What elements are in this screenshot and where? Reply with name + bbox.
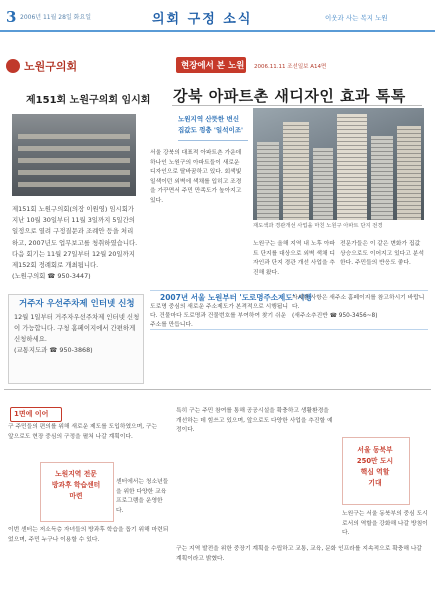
bottom-column-1: 구 주민들의 편의를 위해 새로운 제도를 도입하였으며, 구는 앞으로도 현장 중심의 구정을 펼쳐 나갈 계획이다. — [8, 424, 159, 440]
article-subhead: 노원지역 산뜻한 변신 집값도 껑충 '일석이조' — [178, 115, 244, 134]
parking-notice-body: 12월 1일부터 거주자우선주차제 인터넷 신청이 가능합니다. 구청 홈페이지에서 간편하게 신청하세요. (교통지도과 ☎ 950-3868) — [14, 313, 140, 354]
bottom-column-2: 센터에서는 청소년들을 위한 다양한 교육 프로그램을 운영한다. — [116, 479, 169, 514]
issue-date: 2006년 11월 28일 화요일 — [20, 14, 92, 21]
bottom-column-5: 구는 지역 발전을 위한 중장기 계획을 수립하고 교통, 교육, 문화 인프라를 지속적으로 확충해 나갈 계획이라고 밝혔다. — [176, 546, 424, 562]
continued-label: 1면에 이어 — [14, 410, 49, 418]
bottom-column-3: 특히 구는 주민 참여를 통해 공공시설을 확충하고 생활환경을 개선하는 데 힘쓰고 있으며, 앞으로도 다양한 사업을 추진할 예정이다. — [176, 408, 333, 434]
council-logo-icon — [6, 59, 20, 73]
article-column-a: 서울 강북의 대표적 아파트촌 가운데 하나인 노원구의 아파트들이 새로운 디자인으로 탈바꿈하고 있다. 회색빛 일색이던 외벽에 색채를 입히고 조경을 가꾸면서 주민 만족도가 높아지고 있다. — [150, 150, 244, 204]
bottom-column-1b: 이번 센터는 저소득층 자녀들의 방과후 학습을 돕기 위해 마련되었으며, 주민 누구나 이용할 수 있다. — [8, 527, 169, 543]
main-headline: 강북 아파트촌 새디자인 효과 톡톡 — [173, 87, 406, 105]
slogan: 이웃과 사는 복지 노원 — [325, 14, 388, 22]
article-column-c: 전문가들은 이 같은 변화가 집값 상승으로도 이어지고 있다고 분석한다. 주민들의 반응도 좋다. — [340, 241, 424, 267]
pullquote-2: 서울 동북부 250만 도시 핵심 역할 기대 — [356, 446, 394, 487]
section-title: 의회 구정 소식 — [152, 12, 253, 27]
address-notice-title: 2007년 서울 노원부터 '도로명주소제도' 시행 — [160, 293, 312, 302]
parking-notice-title: 거주자 우선주차제 인터넷 신청 — [19, 299, 135, 309]
council-article-body: 제151회 노원구의회(의장 이원영) 임시회가 지난 10월 30일부터 11월 3일까지 5일간의 일정으로 열려 구정질문과 조례안 등을 처리하고, 2007년도 업무보고를 청취하였습니다. 다음 회기는 11월 27일부터 12월 20일까지 제152회 정례회로 개최됩니다. (노원구의회 ☎ 950-3447) — [12, 205, 138, 281]
council-logo-label: 노원구의회 — [24, 60, 78, 73]
kicker-label: 현장에서 본 노원 — [181, 61, 245, 71]
subhead-rule — [178, 140, 248, 141]
council-headline: 제151회 노원구의회 임시회 — [26, 95, 151, 106]
address-notice-right: 자세한 사항은 새주소 홈페이지를 참고하시기 바랍니다. (새주소추진반 ☎ 950-3456~8) — [292, 295, 425, 319]
address-notice-left: 도로명 중심의 새로운 주소제도가 본격적으로 시행됩니다. 건물마다 도로명과 건물번호를 부여하여 찾기 쉬운 주소를 만듭니다. — [150, 304, 289, 328]
council-session-photo — [12, 114, 136, 196]
apartment-photo — [253, 108, 424, 220]
article-column-b: 노원구는 올해 지역 내 노후 아파트 단지를 대상으로 외벽 색채 디자인과 단지 경관 개선 사업을 추진해 왔다. — [253, 241, 336, 276]
photo-caption: 재도색과 경관개선 사업을 마친 노원구 아파트 단지 전경 — [253, 223, 383, 229]
page-number: 3 — [6, 8, 17, 26]
pullquote-1: 노원지역 전문 방과후 학습센터 마련 — [51, 470, 101, 500]
bottom-column-4: 노원구는 서울 동북부의 중심 도시로서의 역할을 강화해 나갈 방침이다. — [342, 511, 428, 537]
article-byline: 2006.11.11 조선일보 A14면 — [254, 64, 327, 70]
headline-rule — [172, 105, 422, 106]
section-divider — [4, 389, 431, 390]
header-rule — [0, 30, 435, 32]
